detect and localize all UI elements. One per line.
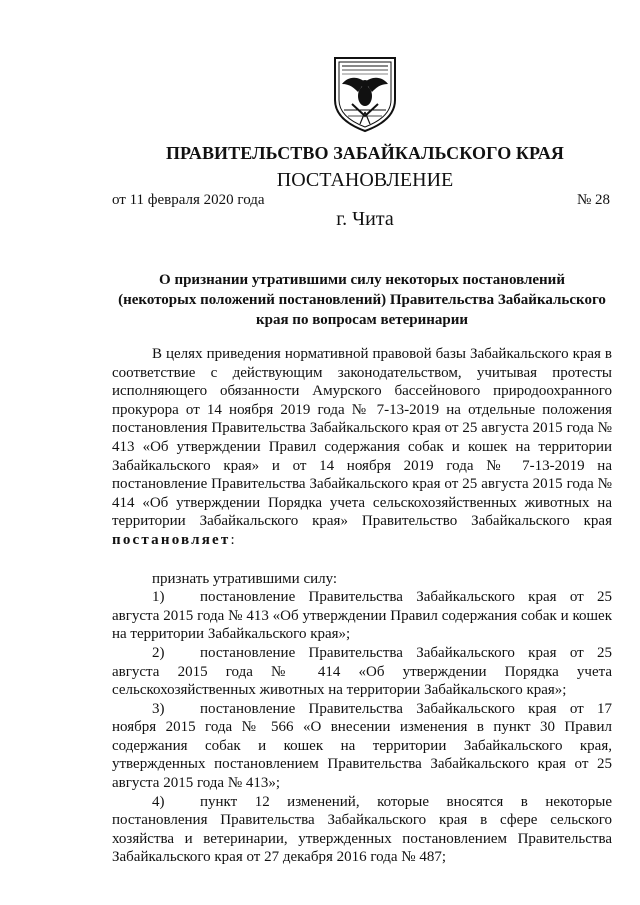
item-number: 2) [152, 644, 165, 661]
document-city: г. Чита [336, 208, 394, 230]
document-body [112, 345, 612, 867]
item-text: постановление Правительства Забайкальского края от 25 августа 2015 года № 414 «Об утверждении Порядка учета сельскохозяйственных животных на территории Забайкальского края»; [112, 644, 612, 699]
document-date: от 11 февраля 2020 года [112, 192, 265, 208]
document-subject [112, 270, 612, 330]
decision-intro: признать утратившими силу: [152, 570, 338, 587]
item-text: постановление Правительства Забайкальского края от 25 августа 2015 года № 413 «Об утверждении Правил содержания собак и кошек на территории Забайкальского края»; [112, 589, 612, 643]
document-number: № 28 [576, 192, 610, 208]
subject-line: (некоторых положений постановлений) Правительства Забайкальского [118, 292, 606, 308]
list-item [112, 588, 612, 644]
coat-of-arms-emblem [330, 54, 400, 134]
list-item [112, 644, 612, 700]
subject-line: О признании утратившими силу некоторых постановлений [159, 272, 565, 288]
decree-colon: : [230, 531, 235, 548]
item-number: 4) [152, 793, 165, 810]
item-text: пункт 12 изменений, которые вносятся в некоторые постановления Правительства Забайкальского края в сфере сельского хозяйства и ветеринарии, утвержденных постановлением Правительства Забайкальского края от 27 декабря 2016 года № 487; [112, 793, 612, 866]
item-number: 1) [152, 589, 165, 606]
item-number: 3) [152, 700, 165, 717]
preamble-paragraph [112, 345, 612, 550]
list-item [112, 793, 612, 867]
document-type: ПОСТАНОВЛЕНИЕ [276, 169, 454, 191]
government-title: ПРАВИТЕЛЬСТВО ЗАБАЙКАЛЬСКОГО КРАЯ [165, 143, 565, 163]
decree-word: постановляет [112, 531, 231, 548]
subject-line: края по вопросам ветеринарии [255, 312, 469, 328]
preamble-text: В целях приведения нормативной правовой базы Забайкальского края в соответствие с действующим законодательством, учитывая протесты исполняющего обязанности Амурского бассейнового природоохранного прокурора от 14 ноября 2019 года № 7-13-2019 на отдельные положения постановления Правительства Забайкальского края от 25 августа 2015 года № 413 «Об утверждении Правил содержания собак и кошек на территории Забайкальского края» и от 14 ноября 2019 года № 7-13-2019 на постановление Правительства Забайкальского края от 25 августа 2015 года № 414 «Об утверждении Порядка учета сельскохозяйственных животных на территории Забайкальского края» Правительство Забайкальского края [112, 346, 612, 530]
list-item [112, 700, 612, 793]
item-text: постановление Правительства Забайкальского края от 17 ноября 2015 года № 566 «О внесении изменения в пункт 30 Правил содержания собак и кошек на территории Забайкальского края, утвержденных постановлением Правительства Забайкальского края от 25 августа 2015 года № 413»; [112, 700, 612, 792]
